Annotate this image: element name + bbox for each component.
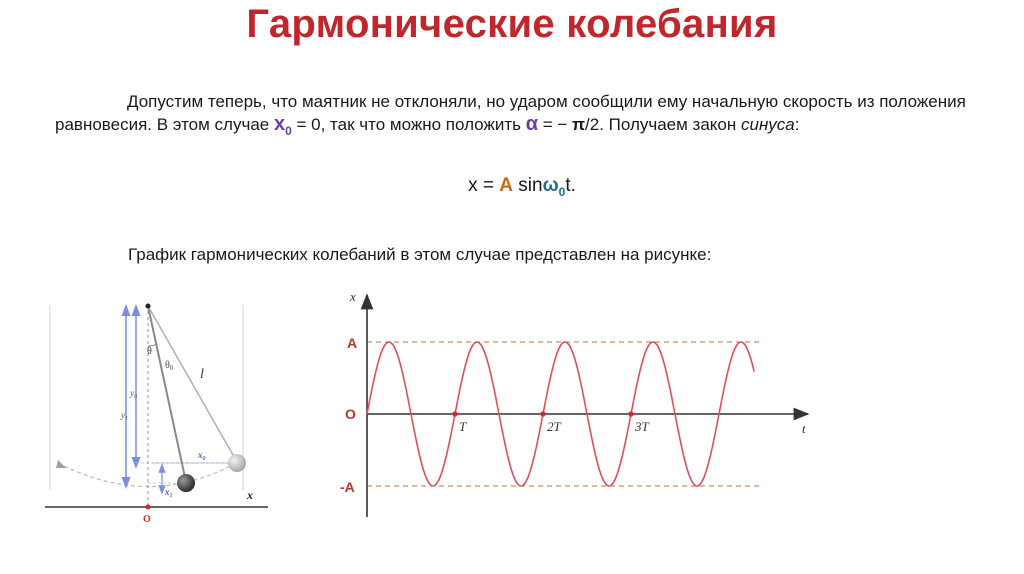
theta-label: θ [147, 346, 152, 357]
origin-point [146, 505, 151, 510]
x0-symbol: $x_0$ [273, 113, 292, 138]
para1-text-4: /2. Получаем закон [585, 115, 741, 134]
y0-label: $y_0$ [130, 388, 137, 400]
x1-label: $x_1$ [165, 487, 173, 499]
pendulum-string-max [148, 306, 237, 462]
theta0-label: $\theta_0$ [165, 360, 174, 372]
para1-text-1: Допустим теперь, что маятник не отклоняли, но ударом сообщили ему начальную скорость из положения равновесия. В этом случае [55, 92, 966, 134]
container-box [50, 305, 243, 490]
period-tick-label: 3T [635, 419, 649, 434]
period-marker [452, 411, 457, 416]
t-axis-label: t [802, 421, 806, 436]
pendulum-diagram [40, 300, 280, 530]
paragraph-graph-intro: График гармонических колебаний в этом случае представлен на рисунке: [128, 245, 712, 264]
slide-title: Гармонические колебания [246, 2, 778, 46]
period-tick-label: 2T [547, 419, 561, 434]
period-marker [628, 411, 633, 416]
y-axis-label: x [350, 289, 356, 304]
sinus-word: синуса [741, 115, 795, 134]
y1-label: $y_1$ [121, 410, 128, 422]
pendulum-ball-max [228, 454, 246, 472]
x-axis-label: x [247, 488, 253, 502]
pi-symbol: π [572, 115, 586, 134]
pivot-point [146, 304, 151, 309]
neg-amplitude-label: -A [340, 479, 355, 495]
sine-formula: x = A sinω$_0$t. [468, 175, 576, 199]
paragraph-initial-velocity [55, 90, 975, 143]
pendulum-string [148, 306, 186, 482]
origin-label-graph: O [345, 406, 356, 422]
arc-arrow-icon [56, 460, 66, 468]
para1-text-2: = 0, так что можно положить [291, 115, 526, 134]
origin-label: O [143, 514, 151, 525]
string-length-label: l [200, 367, 204, 382]
x0-label: $x_0$ [198, 450, 206, 462]
swing-arc [58, 463, 236, 487]
period-marker [540, 411, 545, 416]
formula-amplitude: A [499, 175, 513, 196]
pendulum-ball [177, 474, 195, 492]
formula-omega: $\omega_0$ [542, 175, 566, 199]
alpha-symbol: α [525, 113, 538, 135]
para1-text-5: : [794, 115, 800, 134]
para1-text-3: = − [537, 115, 573, 134]
sine-graph [320, 285, 820, 525]
amplitude-label: A [347, 335, 358, 351]
period-tick-label: T [459, 419, 467, 434]
